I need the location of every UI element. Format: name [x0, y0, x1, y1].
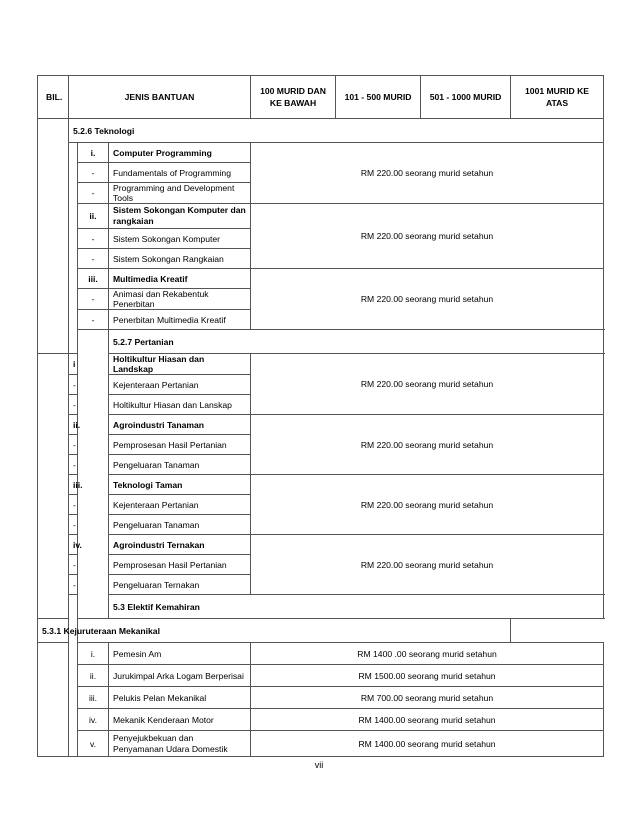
- section-mekanikal: 5.3.1 Kejuruteraan Mekanikal: [38, 619, 511, 643]
- row-number: -: [69, 575, 78, 595]
- row-number: -: [78, 289, 109, 310]
- table-row: [38, 665, 604, 687]
- row-value: RM 700.00 seorang murid setahun: [251, 687, 604, 709]
- row-number: -: [69, 515, 78, 535]
- row-value: RM 220.00 seorang murid setahun: [251, 535, 604, 595]
- bil-cell: [38, 119, 69, 354]
- row-label: Sistem Sokongan Rangkaian: [109, 249, 251, 269]
- row-label: Pengeluaran Tanaman: [109, 455, 251, 475]
- row-number: -: [78, 229, 109, 249]
- table-row: [38, 709, 604, 731]
- row-number: -: [69, 395, 78, 415]
- table-row: [38, 535, 604, 555]
- row-value: RM 1400.00 seorang murid setahun: [251, 709, 604, 731]
- row-label: Programming and Development Tools: [109, 183, 251, 204]
- table-row: [38, 687, 604, 709]
- section-teknologi: 5.2.6 Teknologi: [69, 119, 604, 143]
- row-label: Jurukimpal Arka Logam Berperisai: [109, 665, 251, 687]
- row-label: Mekanik Kenderaan Motor: [109, 709, 251, 731]
- row-label: Pelukis Pelan Mekanikal: [109, 687, 251, 709]
- row-value: RM 220.00 seorang murid setahun: [251, 204, 604, 269]
- page-number: vii: [314, 760, 324, 770]
- row-label: Pengeluaran Ternakan: [109, 575, 251, 595]
- row-label: Pemprosesan Hasil Pertanian: [109, 555, 251, 575]
- row-value: RM 1400.00 seorang murid setahun: [251, 731, 604, 757]
- row-number: -: [69, 455, 78, 475]
- row-value: RM 220.00 seorang murid setahun: [251, 475, 604, 535]
- row-label: Pemesin Am: [109, 643, 251, 665]
- row-number: iii.: [78, 269, 109, 289]
- row-number: ii.: [69, 415, 78, 435]
- row-number: -: [69, 555, 78, 575]
- row-number: v.: [78, 731, 109, 757]
- row-value: RM 1500.00 seorang murid setahun: [251, 665, 604, 687]
- row-label: Sistem Sokongan Komputer: [109, 229, 251, 249]
- row-number: ii.: [78, 665, 109, 687]
- row-label: Kejenteraan Pertanian: [109, 495, 251, 515]
- section-row: [38, 119, 604, 143]
- row-value: RM 220.00 seorang murid setahun: [251, 269, 604, 330]
- row-value: RM 220.00 seorang murid setahun: [251, 354, 604, 415]
- row-label: Holtikultur Hiasan dan Landskap: [109, 354, 251, 375]
- header-501-1000-murid: 501 - 1000 MURID: [421, 76, 511, 119]
- row-value: RM 220.00 seorang murid setahun: [251, 415, 604, 475]
- row-number: -: [78, 163, 109, 183]
- section-elektif: 5.3 Elektif Kemahiran: [109, 595, 604, 619]
- row-label: Teknologi Taman: [109, 475, 251, 495]
- row-label: Agroindustri Tanaman: [109, 415, 251, 435]
- row-label: Agroindustri Ternakan: [109, 535, 251, 555]
- row-number: iii.: [69, 475, 78, 495]
- table-row: [38, 204, 604, 229]
- row-number: -: [78, 183, 109, 204]
- section-row: [38, 330, 604, 354]
- row-label: Penyejukbekuan dan Penyamanan Udara Domestik: [109, 731, 251, 757]
- row-value: RM 220.00 seorang murid setahun: [251, 143, 604, 204]
- bantuan-table: [37, 75, 604, 757]
- row-number: i.: [78, 643, 109, 665]
- table-row: [38, 643, 604, 665]
- row-number: i: [69, 354, 78, 375]
- bil-cell: [78, 330, 109, 619]
- row-label: Penerbitan Multimedia Kreatif: [109, 310, 251, 330]
- row-label: Sistem Sokongan Komputer dan rangkaian: [109, 204, 251, 229]
- row-label: Multimedia Kreatif: [109, 269, 251, 289]
- row-label: Kejenteraan Pertanian: [109, 375, 251, 395]
- row-label: Computer Programming: [109, 143, 251, 163]
- section-row: [38, 595, 604, 619]
- section-row: [38, 619, 604, 643]
- header-100-murid: 100 MURID DAN KE BAWAH: [251, 76, 336, 119]
- table-row: [38, 475, 604, 495]
- section-pertanian: 5.2.7 Pertanian: [109, 330, 604, 354]
- row-label: Fundamentals of Programming: [109, 163, 251, 183]
- row-number: i.: [78, 143, 109, 163]
- row-label: Holtikultur Hiasan dan Lanskap: [109, 395, 251, 415]
- header-bil: BIL.: [38, 76, 69, 119]
- row-number: -: [69, 495, 78, 515]
- table-row: [38, 415, 604, 435]
- indent-cell: [38, 354, 69, 619]
- row-number: -: [78, 310, 109, 330]
- row-number: -: [69, 435, 78, 455]
- header-101-500-murid: 101 - 500 MURID: [336, 76, 421, 119]
- row-label: Pemprosesan Hasil Pertanian: [109, 435, 251, 455]
- row-number: iii.: [78, 687, 109, 709]
- indent-cell: [69, 143, 78, 354]
- row-label: Pengeluaran Tanaman: [109, 515, 251, 535]
- row-number: -: [69, 375, 78, 395]
- table-row: [38, 269, 604, 289]
- table-row: [38, 731, 604, 757]
- table-header-row: [38, 76, 604, 119]
- row-label: Animasi dan Rekabentuk Penerbitan: [109, 289, 251, 310]
- row-number: -: [78, 249, 109, 269]
- row-number: ii.: [78, 204, 109, 229]
- table-row: [38, 354, 604, 375]
- indent-cell: [38, 643, 69, 757]
- header-jenis-bantuan: JENIS BANTUAN: [69, 76, 251, 119]
- row-number: iv.: [69, 535, 78, 555]
- header-1001-murid: 1001 MURID KE ATAS: [511, 76, 604, 119]
- table-row: [38, 143, 604, 163]
- row-value: RM 1400 .00 seorang murid setahun: [251, 643, 604, 665]
- row-number: iv.: [78, 709, 109, 731]
